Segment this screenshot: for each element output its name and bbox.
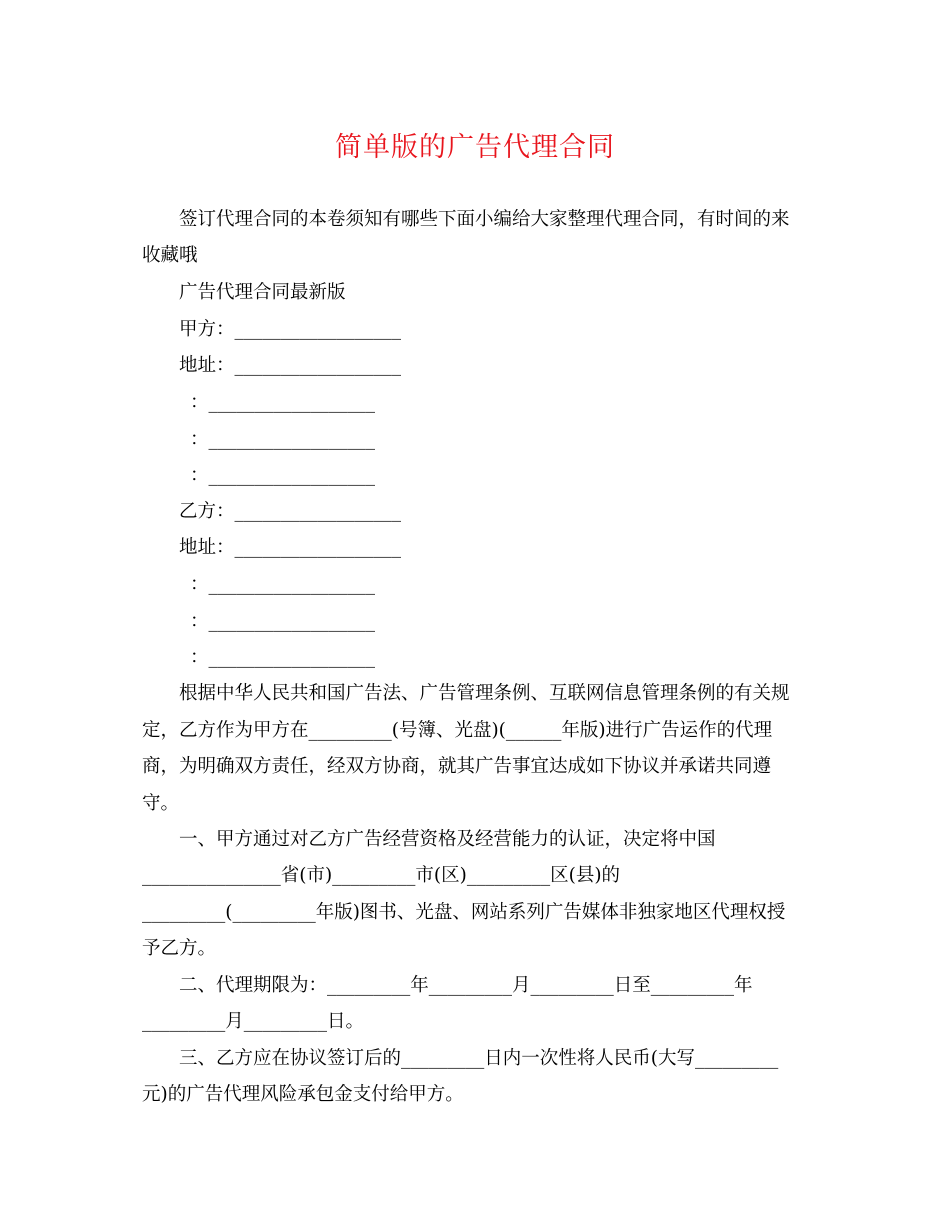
party-a-extra-field-2: ：__________________	[190, 429, 376, 450]
intro-line-2: 收藏哦	[142, 245, 198, 266]
party-b-extra-field-2: ：__________________	[190, 611, 376, 632]
party-a-extra-field-1: ：__________________	[190, 392, 376, 413]
clause-2-line-2: _________月_________日。	[142, 1011, 365, 1032]
clause-2-line-1: 二、代理期限为：_________年_________月_________日至_________年	[179, 975, 753, 996]
party-b-address-field: 地址：__________________	[179, 537, 402, 558]
contract-subtitle: 广告代理合同最新版	[179, 282, 346, 303]
clause-1-line-2: _______________省(市)_________市(区)_________区(县)的	[142, 865, 621, 886]
basis-paragraph-line-2: 定，乙方作为甲方在_________(号簿、光盘)(______年版)进行广告运作的代理	[142, 720, 773, 741]
party-b-extra-field-1: ：__________________	[190, 574, 376, 595]
basis-paragraph-line-3: 商，为明确双方责任，经双方协商，就其广告事宜达成如下协议并承诺共同遵	[142, 756, 772, 777]
clause-1-line-4: 予乙方。	[142, 938, 217, 959]
clause-1-line-3: _________(_________年版)图书、光盘、网站系列广告媒体非独家地区代理权授	[142, 902, 786, 923]
document-title: 简单版的广告代理合同	[335, 132, 615, 163]
party-b-field: 乙方：__________________	[179, 501, 402, 522]
basis-paragraph-line-4: 守。	[142, 793, 180, 814]
intro-line-1: 签订代理合同的本卷须知有哪些下面小编给大家整理代理合同，有时间的来	[179, 209, 790, 230]
party-b-extra-field-3: ：__________________	[190, 647, 376, 668]
party-a-extra-field-3: ：__________________	[190, 465, 376, 486]
clause-3-line-2: 元)的广告代理风险承包金支付给甲方。	[142, 1084, 464, 1105]
basis-paragraph-line-1: 根据中华人民共和国广告法、广告管理条例、互联网信息管理条例的有关规	[179, 683, 790, 704]
clause-3-line-1: 三、乙方应在协议签订后的_________日内一次性将人民币(大写_________	[179, 1048, 779, 1069]
clause-1-line-1: 一、甲方通过对乙方广告经营资格及经营能力的认证，决定将中国	[179, 829, 716, 850]
party-a-address-field: 地址：__________________	[179, 355, 402, 376]
party-a-field: 甲方：__________________	[179, 319, 402, 340]
